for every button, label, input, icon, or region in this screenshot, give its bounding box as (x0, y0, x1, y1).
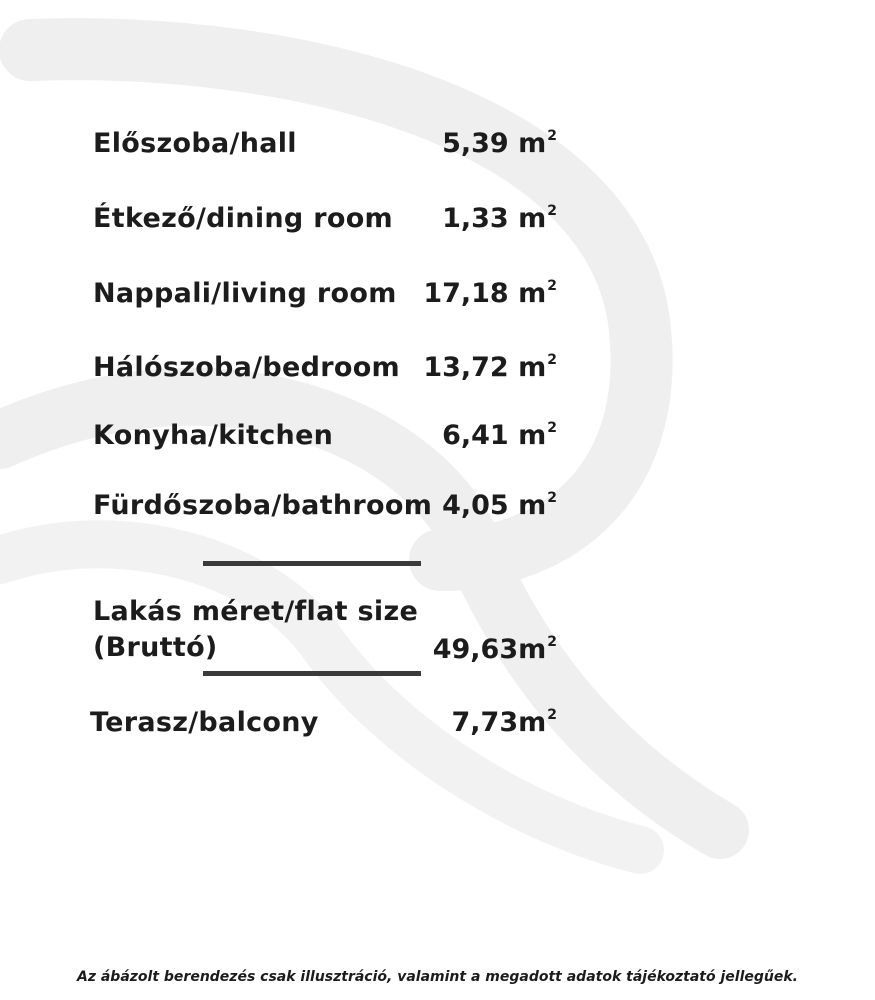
balcony-area: $7,73m^2$ (451, 707, 557, 738)
room-row-kitchen (0, 420, 875, 460)
total-label-line1: Lakás méret/flat size (93, 596, 419, 627)
total-area: $49,63m^2$ (432, 634, 557, 665)
room-row-bathroom (0, 490, 875, 530)
room-area: 6,41 $m^2$ (442, 420, 557, 451)
balcony-row (0, 707, 875, 747)
room-label: Konyha/kitchen (93, 420, 334, 451)
room-label: Előszoba/hall (93, 128, 297, 159)
room-label: Hálószoba/bedroom (93, 352, 400, 383)
room-label: Nappali/living room (93, 278, 397, 309)
room-row-hall (0, 128, 875, 168)
divider-top (203, 561, 421, 566)
room-area: 13,72 $m^2$ (423, 352, 557, 383)
divider-bottom (203, 671, 421, 676)
room-area: 17,18 $m^2$ (423, 278, 557, 309)
disclaimer-footer: Az ábázolt berendezés csak illusztráció, valamint a megadott adatok tájékoztató jellegűek. (77, 969, 798, 985)
room-area: 1,33 $m^2$ (442, 203, 557, 234)
room-area: 5,39 $m^2$ (442, 128, 557, 159)
room-row-bedroom (0, 352, 875, 392)
room-label: Fürdőszoba/bathroom (93, 490, 433, 521)
balcony-label: Terasz/balcony (90, 707, 319, 738)
total-row (0, 632, 875, 672)
room-row-living-room (0, 278, 875, 318)
room-area: 4,05 $m^2$ (442, 490, 557, 521)
room-label: Étkező/dining room (93, 203, 393, 234)
total-label-line2: (Bruttó) (93, 632, 218, 663)
room-row-dining-room (0, 203, 875, 243)
